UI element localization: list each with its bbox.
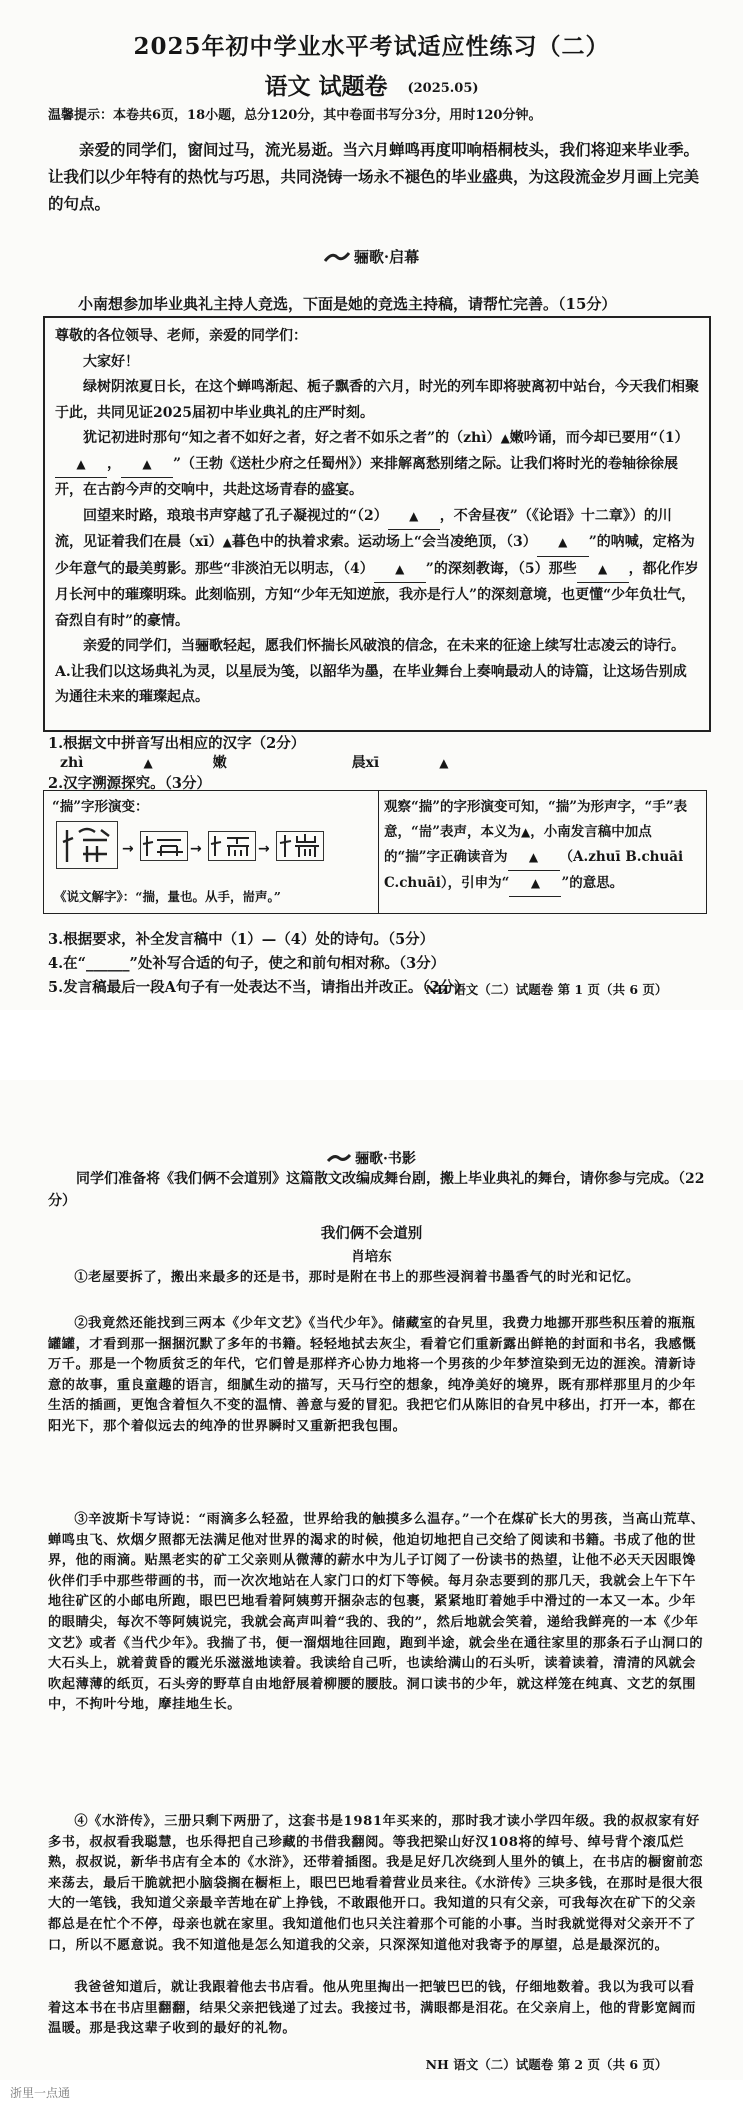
- speech-p3-part-b: ，不舍昼夜”（《论语》十二章》）的川流，见证着我们在晨（xī）: [55, 507, 672, 550]
- article-title: 我们俩不会道别: [320, 1225, 423, 1242]
- question-3: 3.根据要求，补全发言稿中（1）—（4）处的诗句。（5分）: [48, 931, 435, 948]
- speech-paragraph-2: [55, 426, 699, 504]
- evolution-left-panel: [44, 791, 379, 913]
- speech-p3-part-d: ”的呐喊，定格为少年意气的最美剪影。那些“非淡泊无以明志，（4）: [55, 534, 695, 577]
- page-1-footer: NH 语文（二）试题卷 第 1 页（共 6 页）: [425, 982, 668, 997]
- article-paragraph-1: ①老屋要拆了，搬出来最多的还是书，那时是附在书上的那些浸润着书墨香气的时光和记忆。: [74, 1270, 640, 1285]
- speech-hello: 大家好！: [83, 353, 139, 370]
- article-paragraph-2: ②我竟然还能找到三两本《少年文艺》《当代少年》。储藏室的旮旯里，我费力地挪开那些积压着的瓶瓶罐罐，才看到那一捆捆沉默了多年的书籍。轻轻地拭去灰尘，看着它们重新露出鲜艳的封面和书名，我感慨万千。那是一个物质贫乏的年代，它们曾是那样齐心协力地将一个男孩的少年梦渲染到无边的涯涘。清新诗意的故事，重良童趣的语言，细腻生动的描写，天马行空的想象，纯净美好的境界，既有那样那里月的少年生活的插画，更饱含着恒久不变的温情、善意与爱的冒犯。我把它们从陈旧的旮旯中移出，打开一本，都在阳光下，那个着似远去的纯净的世界瞬时又重新把我包围。: [48, 1316, 697, 1434]
- evolution-text-4: ”的意思。: [561, 875, 624, 891]
- section-title-text: 骊歌·书影: [355, 1151, 416, 1167]
- question-intro: 小南想参加毕业典礼主持人竞选，下面是她的竞选主持稿，请帮忙完善。（15分）: [78, 295, 617, 313]
- pinyin-item-b: [352, 752, 509, 772]
- pinyin-a: zhì: [60, 755, 84, 771]
- page-gap: [0, 1010, 743, 1080]
- answer-blank-4[interactable]: ▲: [374, 557, 426, 584]
- clerical-glyph-icon: [140, 831, 188, 861]
- pinyin-b: 晨xī: [351, 755, 380, 771]
- pinyin-a-tail: 嫩: [212, 755, 227, 771]
- speech-greeting: 尊敬的各位领导、老师，亲爱的同学们：: [55, 328, 307, 344]
- arrow-icon: →: [190, 841, 202, 857]
- seal-script-glyph-icon: [56, 821, 118, 869]
- subtitle-text: 语文 试题卷: [264, 73, 388, 100]
- article-paragraph-4: ④《水浒传》，三册只剩下两册了，这套书是1981年买来的，那时我才读小学四年级。我的叔叔家有好多书，叔叔看我聪慧，也乐得把自己珍藏的书借我翻阅。等我把梁山好汉108将的绰号、绰号背个滚瓜烂熟，叔叔说，新华书店有全本的《水浒》，还带着插图。我是足好几次绕到人里外的镇上，在书店的橱窗前恋来荡去，最后干脆就把小脑袋搁在橱柜上，眼巴巴地看着营业员来往。《水浒传》三块多钱，在那时是很大很大的一笔钱，我知道父亲最辛苦地在矿上挣钱，不敢跟他开口。我知道的只有父亲，可我每次在矿下的父亲都总是在忙个不停，母亲也就在家里。我知道他们也只关注着那个可能的小事。当时我就觉得对父亲开不了口，所以不愿意说。我不知道他是怎么知道我的父亲，只深深知道他对我寄予的厚望，总是最深沉的。: [48, 1814, 704, 1953]
- section-title-text: 骊歌·启幕: [353, 248, 420, 266]
- question-1: 1.根据文中拼音写出相应的汉字（2分）: [48, 735, 306, 752]
- blank-triangle-icon: ▲: [500, 431, 510, 445]
- evolution-right-panel: [384, 795, 702, 897]
- blank-triangle-icon: ▲: [439, 756, 449, 770]
- speech-p2-part-c: ，: [107, 455, 121, 472]
- evolution-text-3: （A.zhuī B.chuāi C.chuāi），引申为“: [384, 849, 684, 891]
- speech-p3-part-e: ”的深刻教诲，（5）那些: [425, 560, 577, 577]
- speech-paragraph-3: [55, 504, 699, 635]
- blank-triangle-icon: ▲: [143, 756, 153, 770]
- footer-bar: [0, 2080, 743, 2102]
- modern-glyph-icon: [276, 831, 324, 861]
- brush-icon: [327, 1153, 351, 1163]
- blank-triangle-icon: ▲: [521, 825, 531, 839]
- pinyin-answers: [60, 752, 568, 772]
- speech-p3-part-f: ，都化作岁月长河中的璀璨明珠。此刻临别，方知“少年无知逆旅，我亦是行人”的深刻意境，也更懂“少年负壮气，奋烈自有时”的豪情。: [55, 560, 699, 629]
- blank-triangle-icon: ▲: [222, 535, 232, 549]
- speech-paragraph-4: 亲爱的同学们，当骊歌轻起，愿我们怀揣长风破浪的信念，在未来的征途上续写壮志凌云的诗行。A.让我们以这场典礼为灵，以星辰为笺，以韶华为墨，在毕业舞台上奏响最动人的诗篇，让这场告别成为通往未来的璀璨起点。: [55, 638, 687, 705]
- evolution-title: “揣”字形演变：: [52, 799, 149, 815]
- answer-blank-1a[interactable]: ▲: [55, 452, 107, 479]
- article-paragraph-3: ③辛波斯卡写诗说：“雨滴多么轻盈，世界给我的触摸多么温存。”一个在煤矿长大的男孩，当高山荒草、蝉鸣虫飞、炊烟夕照都无法满足他对世界的渴求的时候，他迫切地把自己交给了阅读和书籍。书成了他的世界，他的雨滴。贴黑老实的矿工父亲则从微薄的薪水中为儿子订阅了一份读书的热望，让他不必天天因眼馋伙伴们手中那些带画的书，而一次次地站在人家门口的灯下等候。每月杂志要到的那几天，我就会上午下午地往矿区的小邮电所跑，眼巴巴地看着阿姨剪开捆杂志的包裹，紧紧地盯着她手中滑过的一本又一本。少年的眼睛尖，每次不等阿姨说完，我就会高声叫着“我的、我的”，然后地就会笑着，递给我鲜亮的一本《少年文艺》或者《当代少年》。我揣了书，便一溜烟地往回跑，跑到半途，就会坐在通往家里的那条石子山洞口的大石头上，就着黄昏的霞光乐滋滋地读着。我读给自己听，也读给满山的石头听，读着读着，清清的风就会吹起薄薄的纸页，石头旁的野草自由地舒展着柳腰的腰肢。洞口读书的少年，就这样笼在纯真、文艺的氛围中，不拘叶兮地，摩挂地生长。: [48, 1512, 705, 1713]
- answer-blank-3[interactable]: ▲: [537, 530, 589, 557]
- speech-p2-part-a: 犹记初进时那句“知之者不如好之者，好之者不如乐之者”的（zhì）: [83, 430, 501, 446]
- answer-blank-meaning[interactable]: ▲: [509, 871, 561, 897]
- question-5: 5.发言稿最后一段A句子有一处表达不当，请指出并改正。（2分）: [48, 979, 469, 996]
- brush-icon: [324, 251, 350, 263]
- evolution-text-2: ，小南发言稿中加点的“揣”字正确读音为: [384, 824, 652, 865]
- speech-p3-part-c: 暮色中的执着求索。运动场上“会当凌绝顶，（3）: [231, 534, 537, 550]
- exam-subtitle: [0, 68, 743, 101]
- brand-watermark: 浙里一点通: [10, 2086, 71, 2100]
- question-2: 2.汉字溯源探究。（3分）: [48, 775, 211, 792]
- section-heading-2: [0, 1148, 743, 1168]
- question-4: 4.在“______”处补写合适的句子，使之和前句相对称。（3分）: [48, 955, 446, 972]
- answer-blank-5[interactable]: ▲: [577, 557, 629, 584]
- character-evolution-box: [43, 790, 707, 914]
- speech-p3-part-a: 回望来时路，琅琅书声穿越了孔子凝视过的“（2）: [83, 507, 388, 524]
- regular-glyph-icon: [208, 831, 256, 861]
- speech-paragraph-1: 绿树阴浓夏日长，在这个蝉鸣渐起、栀子飘香的六月，时光的列车即将驶离初中站台，今天我们相聚于此，共同见证2025届初中毕业典礼的庄严时刻。: [55, 379, 699, 421]
- speech-p2-part-b: 嫩吟诵，而今却已要用“（1）: [509, 430, 689, 446]
- speech-box: [43, 316, 711, 732]
- answer-blank-2[interactable]: ▲: [388, 504, 440, 531]
- article-paragraph-5: 我爸爸知道后，就让我跟着他去书店看。他从兜里掏出一把皱巴巴的钱，仔细地数着。我以为我可以看着这本书在书店里翻翻，结果父亲把钱递了过去。我接过书，满眼都是泪花。在父亲肩上，他的背影宽阔而温暖。那是我这辈子收到的最好的礼物。: [48, 1980, 697, 2037]
- intro-paragraph: 亲爱的同学们，窗间过马，流光易逝。当六月蝉鸣再度叩响梧桐枝头，我们将迎来毕业季。让我们以少年特有的热忱与巧思，共同浇铸一场永不褪色的毕业盛典，为这段流金岁月画上完美的句点。: [48, 140, 700, 213]
- tips-text: 温馨提示：本卷共6页，18小题，总分120分，其中卷面书写分3分，用时120分钟。: [48, 108, 542, 123]
- exam-date: (2025.05): [407, 81, 479, 96]
- arrow-icon: →: [258, 841, 270, 857]
- page-2-footer: NH 语文（二）试题卷 第 2 页（共 6 页）: [425, 2057, 668, 2072]
- section-heading-1: [0, 246, 743, 267]
- answer-blank-reading[interactable]: ▲: [508, 845, 560, 871]
- speech-p2-part-d: ”（王勃《送杜少府之任蜀州》）来排解离愁别绪之际。让我们将时光的卷轴徐徐展开，在古韵今声的交响中，共赴这场青春的盛宴。: [55, 455, 679, 498]
- answer-blank-1b[interactable]: ▲: [121, 452, 173, 479]
- article-author: 肖培东: [351, 1249, 392, 1265]
- evolution-text-1: 观察“揣”的字形演变可知，“揣”为形声字，“手”表意，“耑”表声，本义为: [384, 799, 688, 840]
- exam-title: 2025年初中学业水平考试适应性练习（二）: [133, 33, 610, 60]
- pinyin-item-a: [60, 752, 287, 772]
- section-2-intro: 同学们准备将《我们俩不会道别》这篇散文改编成舞台剧，搬上毕业典礼的舞台，请你参与完成。（22分）: [48, 1171, 705, 1209]
- arrow-icon: →: [122, 841, 134, 857]
- shuowen-caption: 《说文解字》：“揣，量也。从手，耑声。”: [54, 889, 281, 904]
